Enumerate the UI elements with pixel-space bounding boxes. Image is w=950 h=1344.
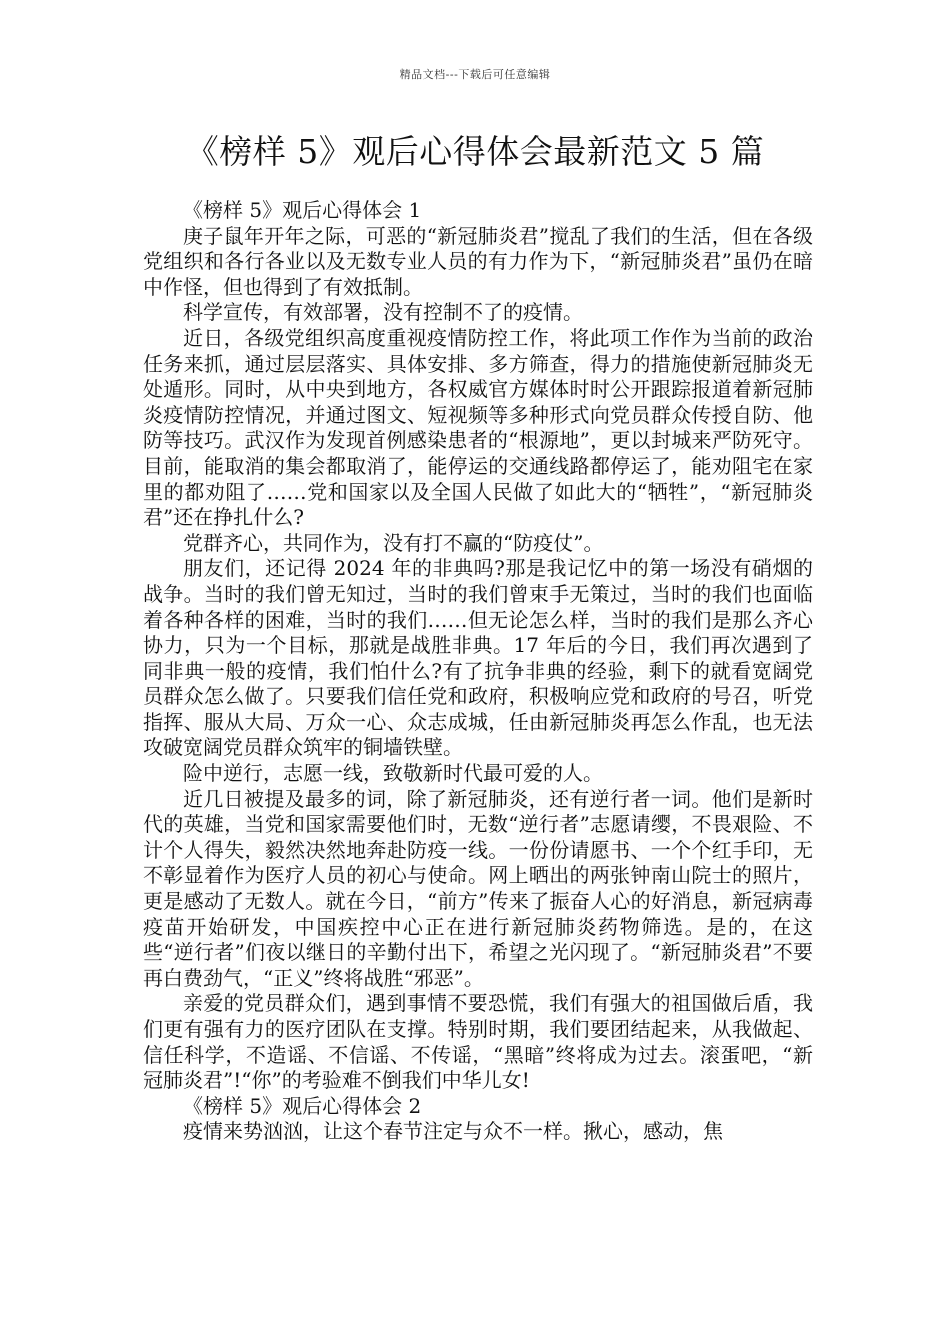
section-heading: 《榜样 5》观后心得体会 1 bbox=[183, 198, 422, 222]
paragraph: 党群齐心，共同作为，没有打不赢的“防疫仗”。 bbox=[183, 530, 604, 555]
paragraph: 庚子鼠年开年之际，可恶的“新冠肺炎君”搅乱了我们的生活，但在各级党组织和各行各业以及无数专业人员的有力作为下，“新冠肺炎君”虽仍在暗中作怪，但也得到了有效抵制。 bbox=[143, 223, 813, 299]
document-body bbox=[143, 198, 813, 1145]
paragraph: 近几日被提及最多的词，除了新冠肺炎，还有逆行者一词。他们是新时代的英雄，当党和国家需要他们时，无数“逆行者”志愿请缨，不畏艰险、不计个人得失，毅然决然地奔赴防疫一线。一份份请愿书、一个个红手印，无不彰显着作为医疗人员的初心与使命。网上晒出的两张钟南山院士的照片，更是感动了无数人。就在今日，“前方”传来了振奋人心的好消息，新冠病毒疫苗开始研发，中国疾控中心正在进行新冠肺炎药物筛选。是的，在这些“逆行者”们夜以继日的辛勤付出下，希望之光闪现了。“新冠肺炎君”不要再白费劲气，“正义”终将战胜“邪恶”。 bbox=[143, 786, 813, 990]
paragraph: 近日，各级党组织高度重视疫情防控工作，将此项工作作为当前的政治任务来抓，通过层层落实、具体安排、多方筛查，得力的措施使新冠肺炎无处遁形。同时，从中央到地方，各权威官方媒体时时公开跟踪报道着新冠肺炎疫情防控情况，并通过图文、短视频等多种形式向党员群众传授自防、他防等技巧。武汉作为发现首例感染患者的“根源地”，更以封城来严防死守。目前，能取消的集会都取消了，能停运的交通线路都停运了，能劝阻宅在家里的都劝阻了……党和国家以及全国人民做了如此大的“牺牲”，“新冠肺炎君”还在挣扎什么? bbox=[143, 325, 813, 530]
paragraph: 科学宣传，有效部署，没有控制不了的疫情。 bbox=[183, 300, 583, 325]
paragraph: 疫情来势汹汹，让这个春节注定与众不一样。揪心，感动，焦 bbox=[183, 1119, 723, 1144]
section-heading: 《榜样 5》观后心得体会 2 bbox=[183, 1093, 422, 1118]
paragraph: 险中逆行，志愿一线，致敬新时代最可爱的人。 bbox=[183, 761, 603, 786]
header-note: 精品文档---下载后可任意编辑 bbox=[399, 68, 551, 81]
document-title: 《榜样 5》观后心得体会最新范文 5 篇 bbox=[185, 132, 765, 171]
paragraph: 朋友们，还记得 2024 年的非典吗?那是我记忆中的第一场没有硝烟的战争。当时的我们曾无知过，当时的我们曾束手无策过，当时的我们也面临着各种各样的困难，当时的我们……但无论怎么样，当时的我们是那么齐心协力，只为一个目标，那就是战胜非典。17 年后的今日，我们再次遇到了同非典一般的疫情，我们怕什么?有了抗争非典的经验，剩下的就看宽阔党员群众怎么做了。只要我们信任党和政府，积极响应党和政府的号召，听党指挥、服从大局、万众一心、众志成城，任由新冠肺炎再怎么作乱，也无法攻破宽阔党员群众筑牢的铜墙铁壁。 bbox=[143, 556, 813, 760]
paragraph: 亲爱的党员群众们，遇到事情不要恐慌，我们有强大的祖国做后盾，我们更有强有力的医疗团队在支撑。特别时期，我们要团结起来，从我做起、信任科学，不造谣、不信谣、不传谣，“黑暗”终将成为过去。滚蛋吧，“新冠肺炎君”!“你”的考验难不倒我们中华儿女! bbox=[143, 991, 813, 1093]
